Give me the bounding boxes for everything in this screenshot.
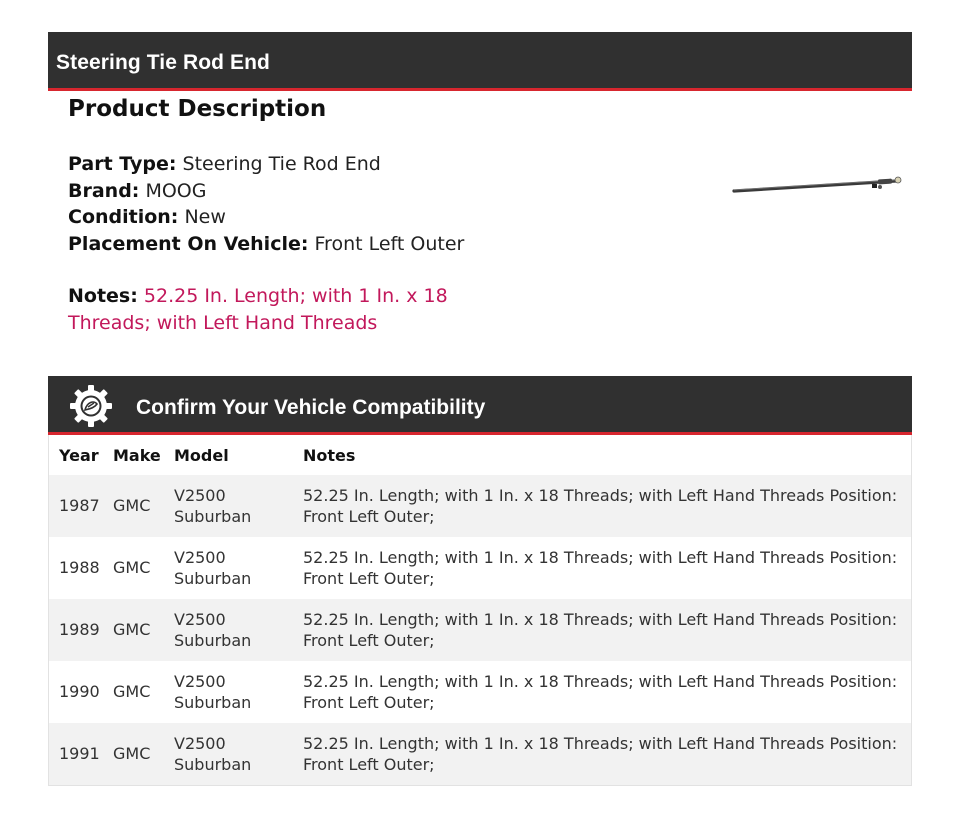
part-type-row: [68, 151, 464, 178]
product-description-heading: Product Description: [68, 96, 327, 122]
notes-cell: 52.25 In. Length; with 1 In. x 18 Threads; with Left Hand Threads Position: Front Left Outer;: [303, 609, 898, 650]
condition-row: [68, 204, 464, 231]
make-cell: GMC: [113, 496, 151, 516]
compatibility-bar: [48, 376, 912, 435]
notes-cell: 52.25 In. Length; with 1 In. x 18 Threads; with Left Hand Threads Position: Front Left Outer;: [303, 485, 898, 526]
placement-label: Placement On Vehicle:: [68, 232, 309, 255]
column-header-model: Model: [174, 445, 229, 465]
model-cell: V2500 Suburban: [174, 733, 252, 774]
table-row: [49, 537, 911, 599]
brand-row: [68, 178, 464, 205]
compatibility-table: [48, 435, 912, 786]
notes-cell: 52.25 In. Length; with 1 In. x 18 Threads; with Left Hand Threads Position: Front Left Outer;: [303, 671, 898, 712]
table-header-row: [49, 435, 911, 475]
table-row: [49, 661, 911, 723]
make-cell: GMC: [113, 558, 151, 578]
notes-value: 52.25 In. Length; with 1 In. x 18 Threads; with Left Hand Threads: [68, 285, 448, 334]
brand-value: MOOG: [145, 179, 207, 202]
part-type-label: Part Type:: [68, 153, 177, 175]
year-cell: 1988: [59, 558, 100, 578]
placement-value: Front Left Outer: [314, 232, 465, 255]
year-cell: 1987: [59, 496, 100, 516]
placement-row: [68, 231, 464, 258]
year-cell: 1991: [59, 744, 100, 764]
condition-label: Condition:: [68, 206, 179, 228]
part-type-value: Steering Tie Rod End: [182, 153, 381, 175]
column-header-year: Year: [59, 445, 99, 465]
column-header-make: Make: [113, 445, 161, 465]
table-row: [49, 599, 911, 661]
year-cell: 1989: [59, 620, 100, 640]
gear-logo-icon: [68, 383, 114, 429]
model-cell: V2500 Suburban: [174, 485, 252, 526]
model-cell: V2500 Suburban: [174, 609, 252, 650]
make-cell: GMC: [113, 682, 151, 702]
product-notes: [68, 283, 448, 337]
tie-rod-image: [728, 170, 908, 200]
brand-label: Brand:: [68, 179, 140, 202]
model-cell: V2500 Suburban: [174, 547, 252, 588]
notes-cell: 52.25 In. Length; with 1 In. x 18 Threads; with Left Hand Threads Position: Front Left Outer;: [303, 733, 898, 774]
make-cell: GMC: [113, 620, 151, 640]
notes-label: Notes:: [68, 285, 138, 307]
notes-cell: 52.25 In. Length; with 1 In. x 18 Threads; with Left Hand Threads Position: Front Left Outer;: [303, 547, 898, 588]
condition-value: New: [184, 206, 226, 228]
compatibility-title: Confirm Your Vehicle Compatibility: [136, 396, 486, 419]
year-cell: 1990: [59, 682, 100, 702]
table-row: [49, 475, 911, 537]
make-cell: GMC: [113, 744, 151, 764]
product-title: Steering Tie Rod End: [56, 51, 270, 74]
product-title-bar: [48, 32, 912, 91]
model-cell: V2500 Suburban: [174, 671, 252, 712]
table-row: [49, 723, 911, 785]
product-details: [68, 151, 464, 257]
column-header-notes: Notes: [303, 445, 356, 465]
